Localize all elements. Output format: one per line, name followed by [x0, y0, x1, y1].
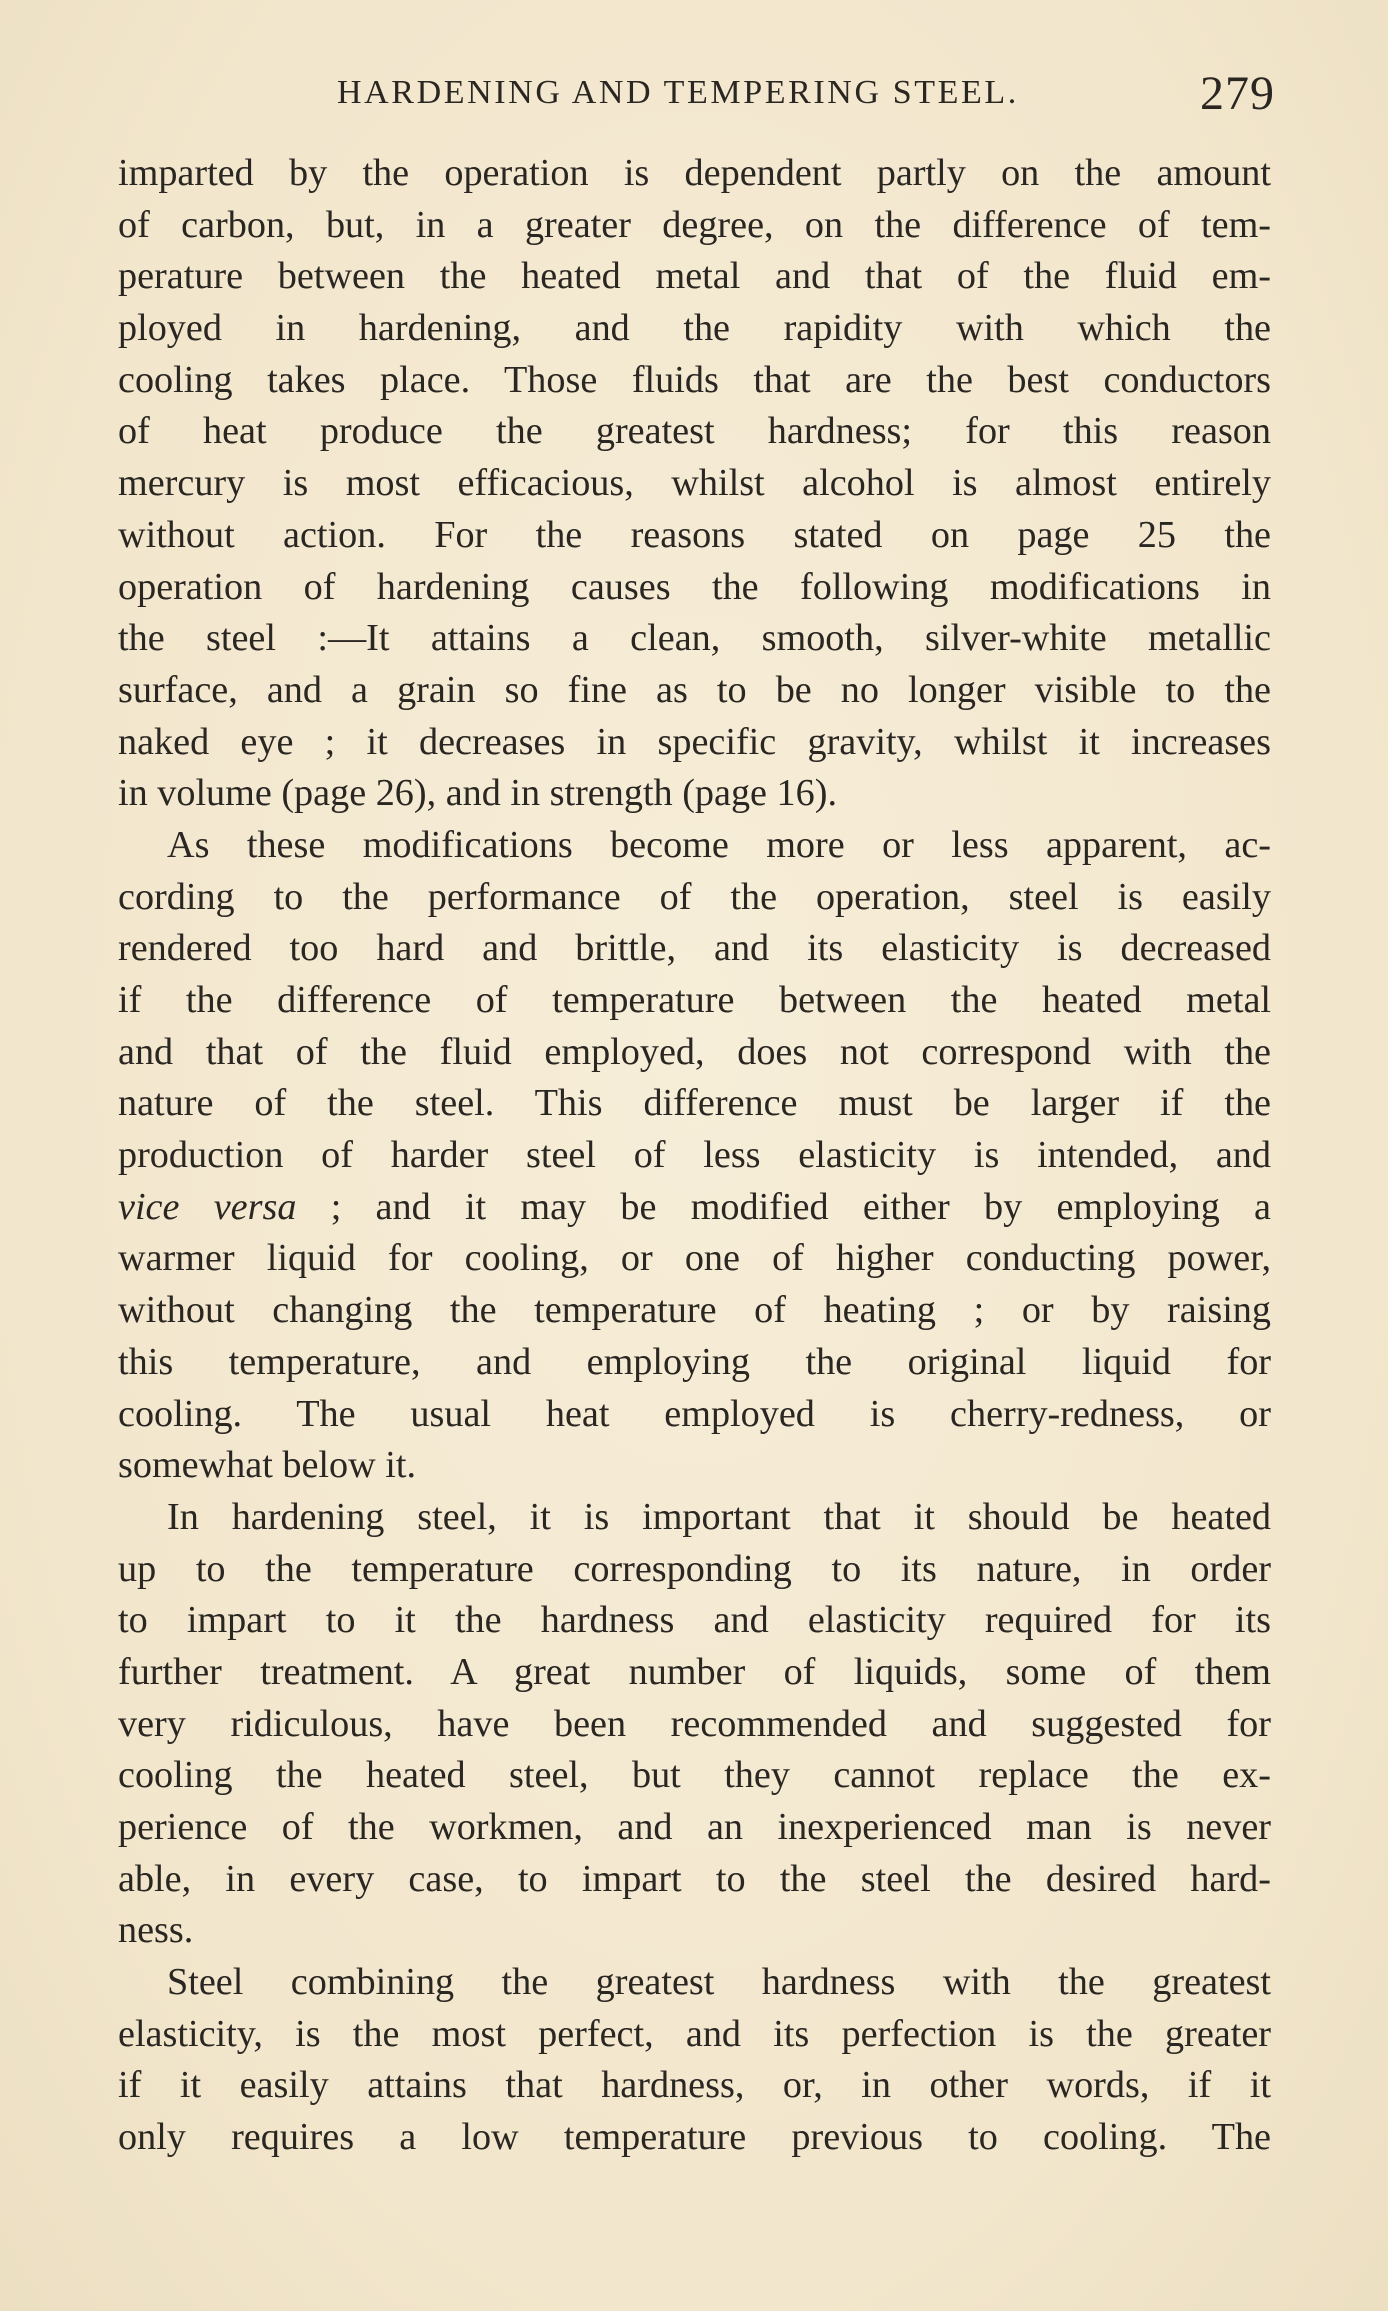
line-text: to impart to it the hardness and elasticity required for its — [118, 1599, 1271, 1642]
line-text: operation of hardening causes the following modifications in — [118, 565, 1271, 608]
text-line — [118, 975, 1271, 1027]
text-line — [118, 1130, 1271, 1182]
text-line — [118, 1337, 1271, 1389]
text-line — [118, 510, 1271, 562]
page-number: 279 — [1200, 67, 1275, 120]
text-line — [118, 355, 1271, 407]
text-line — [118, 1957, 1271, 2009]
text-line — [118, 1905, 1271, 1957]
line-text: this temperature, and employing the original liquid for — [118, 1340, 1271, 1383]
line-text: if the difference of temperature between the heated metal — [118, 979, 1271, 1021]
line-text: of heat produce the greatest hardness; for this reason — [118, 410, 1271, 453]
text-line — [118, 251, 1271, 303]
text-line — [118, 1285, 1271, 1337]
text-line — [118, 1750, 1271, 1802]
line-text: perature between the heated metal and that of the fluid em- — [118, 255, 1271, 298]
line-text: Steel combining the greatest hardness with the greatest — [167, 1961, 1271, 2004]
line-text: up to the temperature corresponding to its nature, in order — [118, 1547, 1271, 1590]
line-text: naked eye ; it decreases in specific gravity, whilst it increases — [118, 720, 1271, 763]
line-text: elasticity, is the most perfect, and its perfection is the greater — [118, 2012, 1271, 2055]
line-text: perience of the workmen, and an inexperienced man is never — [118, 1806, 1271, 1848]
line-text: As these modifications become more or less apparent, ac- — [167, 823, 1271, 866]
text-line — [118, 820, 1271, 872]
line-text: able, in every case, to impart to the steel the desired hard- — [118, 1857, 1271, 1900]
line-text: very ridiculous, have been recommended and suggested for — [118, 1702, 1271, 1745]
text-line — [118, 923, 1271, 975]
line-text: somewhat below it. — [118, 1444, 417, 1487]
line-text: further treatment. A great number of liquids, some of them — [118, 1650, 1271, 1693]
line-text: the steel :—It attains a clean, smooth, silver-white metallic — [118, 617, 1271, 660]
text-line — [118, 1492, 1271, 1544]
running-head — [118, 66, 1275, 126]
text-line — [118, 148, 1271, 200]
line-text: without action. For the reasons stated on page 25 the — [118, 513, 1271, 556]
text-line — [118, 1027, 1271, 1079]
text-line — [118, 2060, 1271, 2112]
line-text: in volume (page 26), and in strength (page 16). — [118, 772, 837, 815]
text-line — [118, 717, 1271, 769]
text-line — [118, 458, 1271, 510]
text-line — [118, 1802, 1271, 1854]
line-text: cooling. The usual heat employed is cherry-redness, or — [118, 1392, 1271, 1435]
text-line — [118, 1699, 1271, 1751]
running-title: HARDENING AND TEMPERING STEEL. — [337, 74, 1019, 111]
text-line — [118, 1233, 1271, 1285]
text-line — [118, 2112, 1271, 2164]
text-line — [118, 200, 1271, 252]
body-text — [118, 148, 1271, 2164]
text-line — [118, 665, 1271, 717]
line-text: cording to the performance of the operation, steel is easily — [118, 875, 1271, 918]
line-text: of carbon, but, in a greater degree, on the difference of tem- — [118, 203, 1271, 246]
text-line — [118, 1078, 1271, 1130]
text-line — [118, 768, 1271, 820]
text-line — [118, 2009, 1271, 2061]
line-text: ; and it may be modified either by employing a — [296, 1185, 1271, 1228]
text-line — [118, 562, 1271, 614]
line-text: production of harder steel of less elasticity is intended, and — [118, 1134, 1271, 1177]
line-text: only requires a low temperature previous to cooling. The — [118, 2116, 1271, 2159]
line-text: cooling the heated steel, but they cannot replace the ex- — [118, 1754, 1271, 1797]
line-text: ployed in hardening, and the rapidity with which the — [118, 307, 1271, 350]
text-line — [118, 872, 1271, 924]
line-text: cooling takes place. Those fluids that are the best conductors — [118, 358, 1271, 401]
text-line — [118, 1544, 1271, 1596]
text-line — [118, 1389, 1271, 1441]
line-text: and that of the fluid employed, does not correspond with the — [118, 1030, 1271, 1073]
line-text: ness. — [118, 1909, 194, 1952]
line-text: surface, and a grain so fine as to be no longer visible to the — [118, 668, 1271, 711]
line-text: imparted by the operation is dependent partly on the amount — [118, 152, 1271, 194]
line-text: warmer liquid for cooling, or one of higher conducting power, — [118, 1237, 1271, 1280]
text-line — [118, 1595, 1271, 1647]
line-text: without changing the temperature of heating ; or by raising — [118, 1289, 1271, 1332]
text-line — [118, 406, 1271, 458]
line-text: rendered too hard and brittle, and its elasticity is decreased — [118, 927, 1271, 970]
line-text: In hardening steel, it is important that it should be heated — [167, 1495, 1271, 1538]
text-line — [118, 303, 1271, 355]
line-text: nature of the steel. This difference must be larger if the — [118, 1082, 1271, 1125]
text-line — [118, 1647, 1271, 1699]
text-line — [118, 613, 1271, 665]
text-line — [118, 1182, 1271, 1234]
italic-phrase: vice versa — [118, 1185, 297, 1228]
text-line — [118, 1854, 1271, 1906]
line-text: if it easily attains that hardness, or, in other words, if it — [118, 2064, 1271, 2107]
text-line — [118, 1440, 1271, 1492]
line-text: mercury is most efficacious, whilst alcohol is almost entirely — [118, 462, 1271, 505]
